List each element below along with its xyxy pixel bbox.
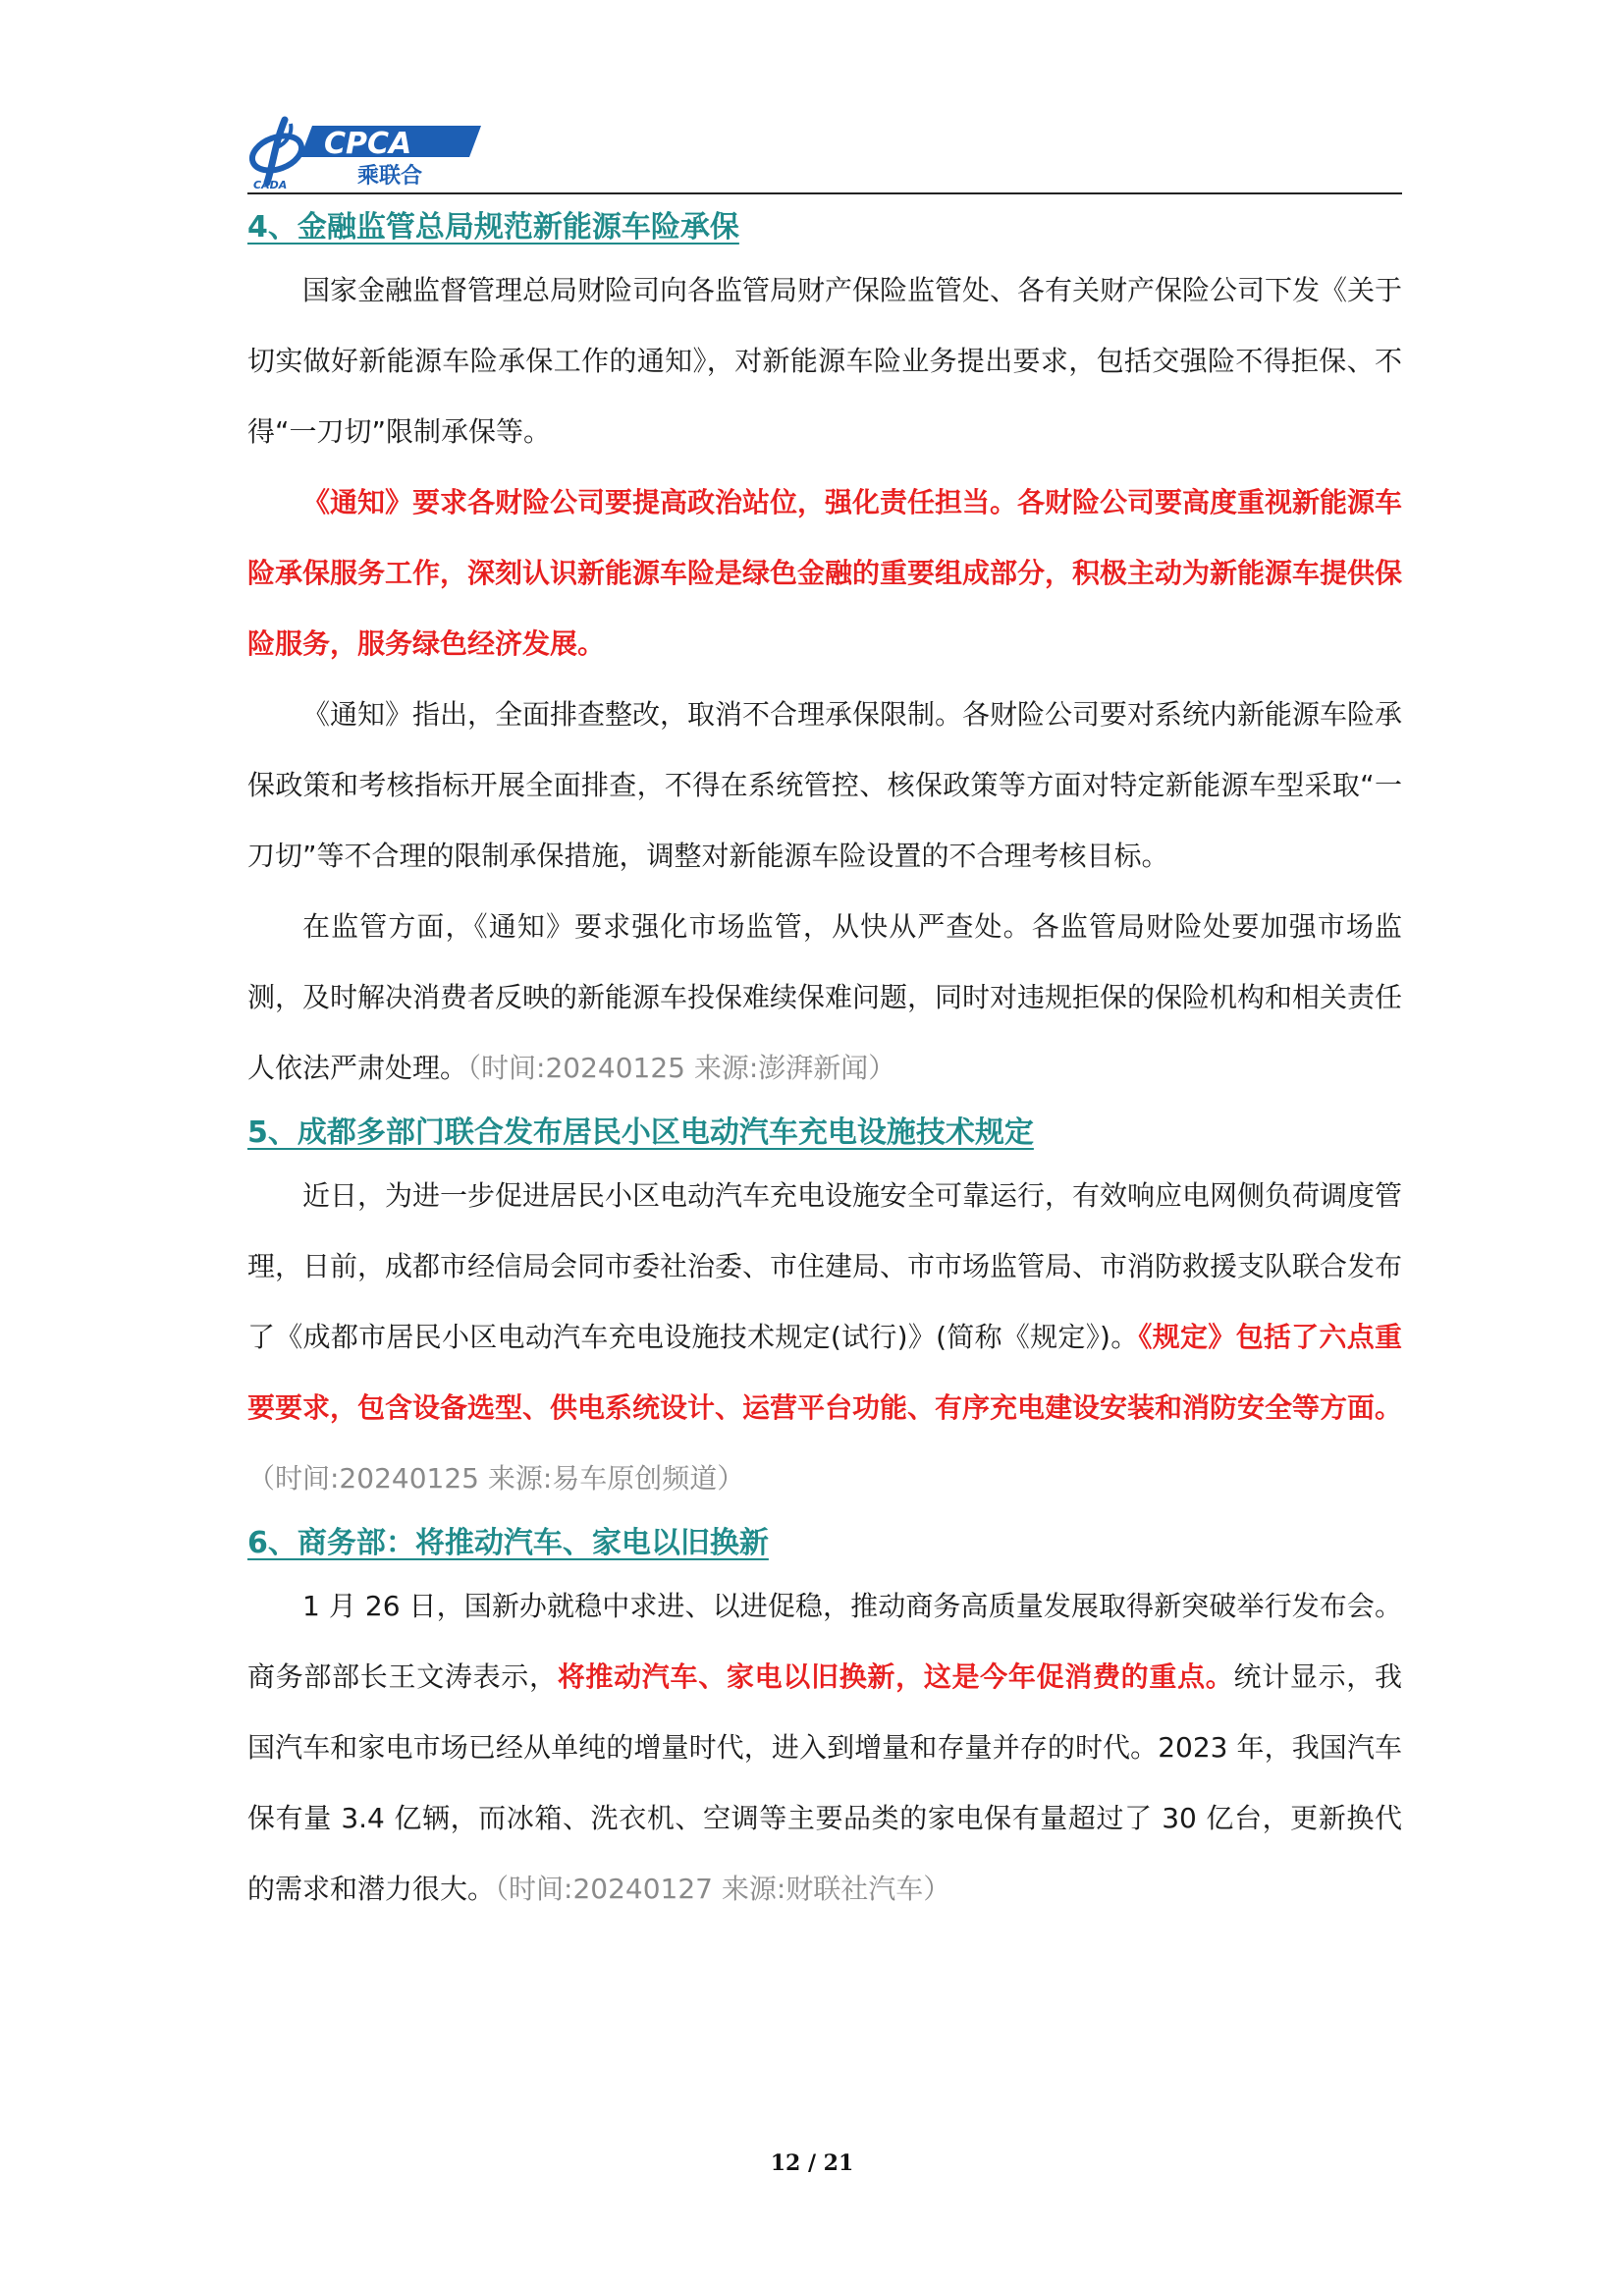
page-number: 12 / 21 <box>770 2150 854 2176</box>
paragraph-text: 1 月 26 日，国新办就稳中求进、以进促稳，推动商务高质量发展取得新突破举行发布会。商务部部长王文涛表示， <box>247 1590 1402 1693</box>
paragraph <box>247 1161 1402 1514</box>
paragraph-text: 近日，为进一步促进居民小区电动汽车充电设施安全可靠运行，有效响应电网侧负荷调度管理，日前，成都市经信局会同市委社治委、市住建局、市市场监管局、市消防救援支队联合发布了《成都市居民小区电动汽车充电设施技术规定(试行)》(简称《规定》)。 <box>247 1179 1403 1353</box>
section-title-6: 6、商务部：将推动汽车、家电以旧换新 <box>247 1526 769 1560</box>
paragraph-text: 国家金融监督管理总局财险司向各监管局财产保险监管处、各有关财产保险公司下发《关于切实做好新能源车险承保工作的通知》，对新能源车险业务提出要求，包括交强险不得拒保、不得“一刀切”限制承保等。 <box>247 274 1403 448</box>
paragraph <box>247 1571 1402 1925</box>
paragraph <box>247 892 1402 1104</box>
paragraph <box>247 467 1402 680</box>
highlighted-text: 《通知》要求各财险公司要提高政治站位，强化责任担当。各财险公司要高度重视新能源车险承保服务工作，深刻认识新能源车险是绿色金融的重要组成部分，积极主动为新能源车提供保险服务，服务绿色经济发展。 <box>247 486 1403 660</box>
section-title-5: 5、成都多部门联合发布居民小区电动汽车充电设施技术规定 <box>247 1115 1034 1150</box>
header-divider <box>247 192 1402 194</box>
source-note: （时间:20240125 来源:澎湃新闻） <box>467 1052 896 1084</box>
paragraph-text: 在监管方面，《通知》要求强化市场监管，从快从严查处。各监管局财险处要加强市场监测，及时解决消费者反映的新能源车投保难续保难问题，同时对违规拒保的保险机构和相关责任人依法严肃处理。 <box>247 910 1403 1084</box>
source-note: （时间:20240125 来源:易车原创频道） <box>247 1462 745 1495</box>
paragraph <box>247 255 1402 467</box>
svg-text:CADA: CADA <box>253 179 288 190</box>
paragraph-text: 《通知》指出，全面排查整改，取消不合理承保限制。各财险公司要对系统内新能源车险承保政策和考核指标开展全面排查，不得在系统管控、核保政策等方面对特定新能源车型采取“一刀切”等不合理的限制承保措施，调整对新能源车险设置的不合理考核目标。 <box>247 698 1403 872</box>
paragraph <box>247 680 1402 892</box>
svg-text:乘联合: 乘联合 <box>357 164 423 189</box>
cpca-logo-icon <box>247 114 483 190</box>
highlighted-text: 将推动汽车、家电以旧换新，这是今年促消费的重点。 <box>557 1660 1234 1693</box>
article-body <box>247 200 1402 1925</box>
source-note: （时间:20240127 来源:财联社汽车） <box>495 1873 951 1905</box>
page-header <box>247 110 1402 192</box>
paragraph-text: 统计显示，我国汽车和家电市场已经从单纯的增量时代，进入到增量和存量并存的时代。2023 年，我国汽车保有量 3.4 亿辆，而冰箱、洗衣机、空调等主要品类的家电保有量超过了 30 亿台，更新换代的需求和潜力很大。 <box>247 1660 1402 1905</box>
svg-text:CPCA: CPCA <box>324 127 412 161</box>
section-title-4: 4、金融监管总局规范新能源车险承保 <box>247 210 739 245</box>
cpca-logo <box>247 114 483 190</box>
highlighted-text: 《规定》包括了六点重要要求，包含设备选型、供电系统设计、运营平台功能、有序充电建设安装和消防安全等方面。 <box>247 1321 1403 1424</box>
